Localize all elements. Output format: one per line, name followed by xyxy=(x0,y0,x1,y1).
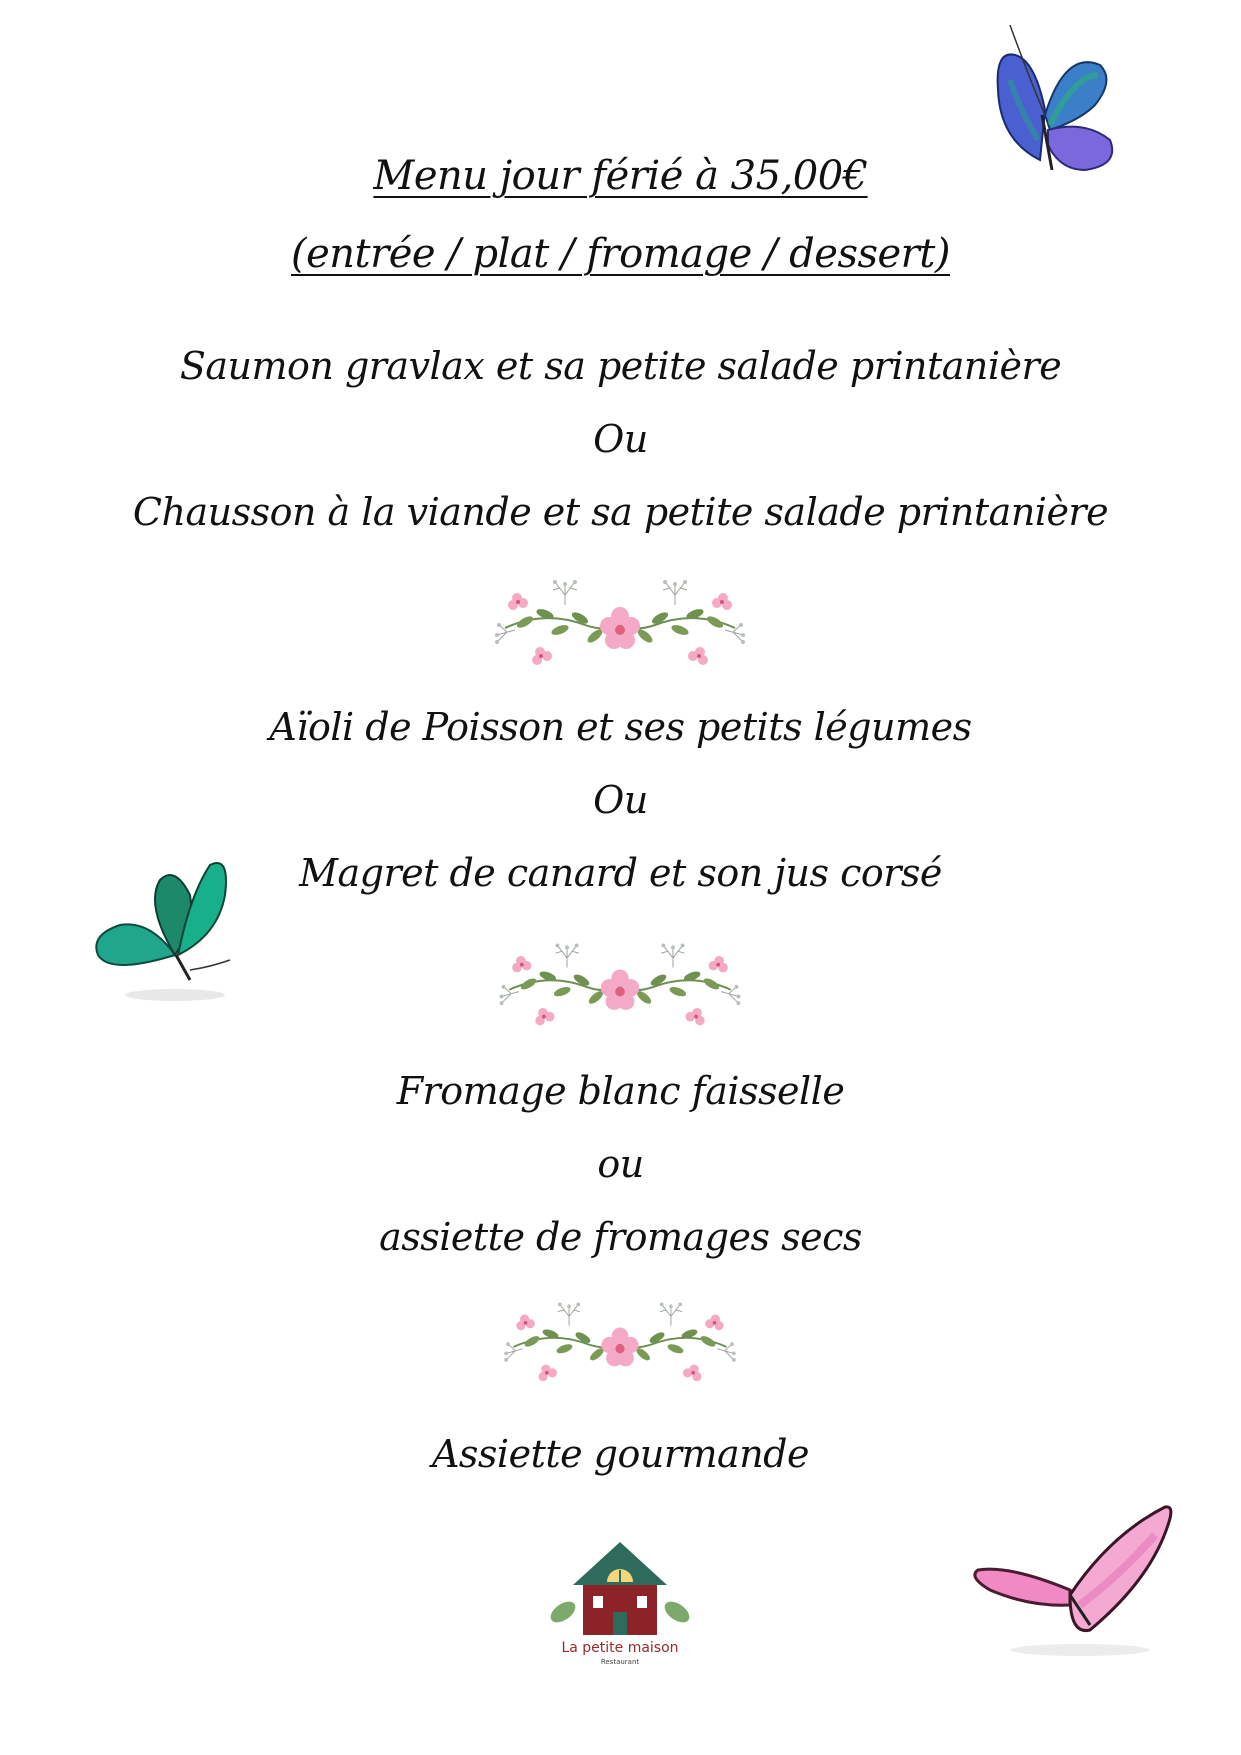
floral-garland-icon xyxy=(490,932,750,1032)
restaurant-tagline: Restaurant xyxy=(600,1658,640,1666)
house-icon xyxy=(545,1540,695,1640)
restaurant-name: La petite maison xyxy=(561,1640,679,1656)
entree-option-1: Saumon gravlax et sa petite salade printanière xyxy=(179,344,1062,388)
entree-option-2: Chausson à la viande et sa petite salade printanière xyxy=(132,490,1109,534)
fromage-option-2: assiette de fromages secs xyxy=(379,1215,862,1259)
pink-butterfly-icon xyxy=(970,1495,1180,1665)
entree-separator: Ou xyxy=(593,417,648,461)
plat-option-2: Magret de canard et son jus corsé xyxy=(299,851,942,895)
plat-option-1: Aïoli de Poisson et ses petits légumes xyxy=(269,705,972,749)
floral-garland-icon xyxy=(485,570,755,670)
dessert-item: Assiette gourmande xyxy=(431,1432,809,1476)
restaurant-logo xyxy=(545,1540,695,1670)
menu-title: Menu jour férié à 35,00€ xyxy=(373,153,868,199)
floral-garland-icon xyxy=(495,1292,745,1387)
fromage-option-1: Fromage blanc faisselle xyxy=(396,1069,845,1113)
fromage-separator: ou xyxy=(597,1142,644,1186)
menu-subtitle: (entrée / plat / fromage / dessert) xyxy=(291,231,950,277)
plat-separator: Ou xyxy=(593,778,648,822)
